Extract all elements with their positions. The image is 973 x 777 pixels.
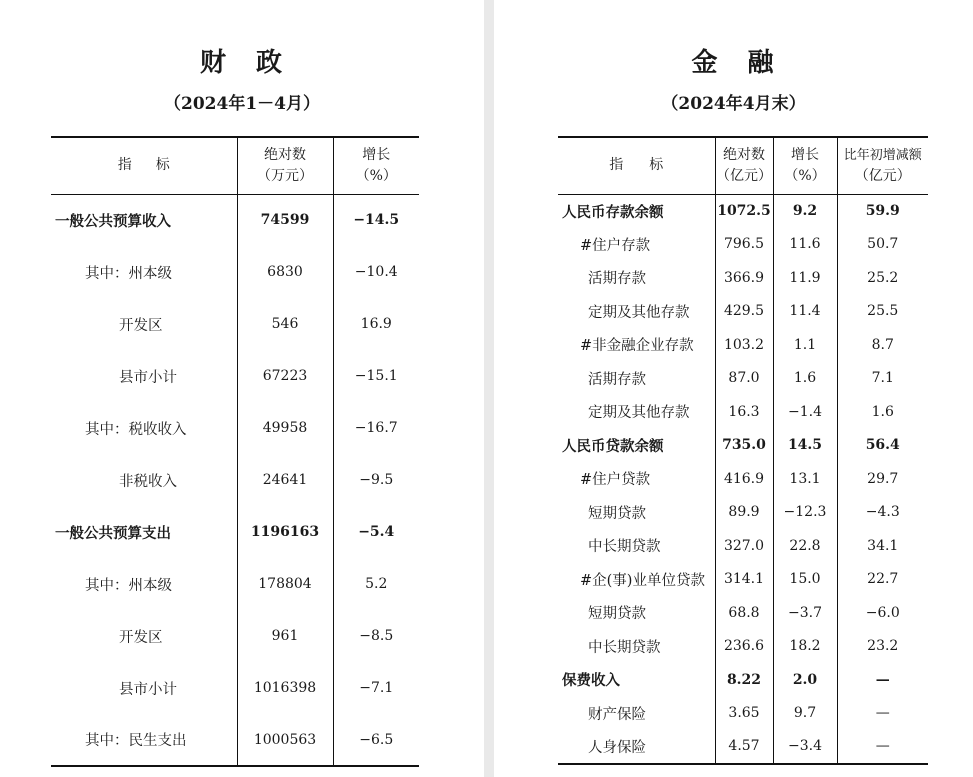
row-change: — — [837, 697, 928, 731]
row-change: 50.7 — [837, 228, 928, 262]
row-label: 短期贷款 — [588, 606, 646, 623]
header-indicator-char-2: 标 — [649, 157, 664, 174]
row-label: 中长期贷款 — [588, 639, 661, 656]
row-value: 327.0 — [715, 529, 773, 563]
finance-page — [494, 0, 973, 777]
row-growth: 1.6 — [773, 362, 837, 396]
row-label: 短期贷款 — [588, 505, 646, 522]
row-change: 29.7 — [837, 462, 928, 496]
row-label: 开发区 — [119, 317, 163, 334]
row-value: 735.0 — [715, 429, 773, 463]
fiscal-title — [0, 42, 484, 79]
row-value: 89.9 — [715, 496, 773, 530]
row-growth: 11.4 — [773, 295, 837, 329]
row-value: 1000563 — [237, 714, 333, 766]
row-growth: −5.4 — [333, 506, 419, 558]
row-change: 7.1 — [837, 362, 928, 396]
row-growth: 22.8 — [773, 529, 837, 563]
header-indicator-char-2: 标 — [155, 157, 170, 174]
table-row — [558, 194, 928, 228]
row-label: 开发区 — [119, 629, 163, 646]
row-value: 87.0 — [715, 362, 773, 396]
row-growth: 15.0 — [773, 563, 837, 597]
row-value: 178804 — [237, 558, 333, 610]
header-growth-line1: 增长 — [362, 146, 391, 163]
row-growth: 2.0 — [773, 663, 837, 697]
table-row — [558, 730, 928, 764]
row-label: 人民币存款余额 — [562, 203, 664, 221]
fiscal-header-indicator — [51, 137, 237, 194]
table-row — [51, 454, 419, 506]
row-change: 23.2 — [837, 630, 928, 664]
row-growth: −1.4 — [773, 395, 837, 429]
row-value: 24641 — [237, 454, 333, 506]
row-change: −4.3 — [837, 496, 928, 530]
row-label: 县市小计 — [119, 681, 177, 698]
row-label: 定期及其他存款 — [588, 304, 690, 321]
table-row — [558, 328, 928, 362]
row-growth: 1.1 — [773, 328, 837, 362]
row-label: 其中：州本级 — [85, 265, 172, 282]
header-growth-line2: （%） — [355, 167, 397, 184]
table-row — [558, 630, 928, 664]
table-row — [558, 663, 928, 697]
table-row — [558, 697, 928, 731]
row-label: 财产保险 — [588, 706, 646, 723]
row-growth: −7.1 — [333, 662, 419, 714]
row-change: −6.0 — [837, 596, 928, 630]
row-change: 34.1 — [837, 529, 928, 563]
row-value: 16.3 — [715, 395, 773, 429]
fiscal-header-absolute — [237, 137, 333, 194]
row-label: 保费收入 — [562, 672, 620, 690]
row-change: 25.2 — [837, 261, 928, 295]
finance-title-char-1: 金 — [691, 48, 720, 78]
row-growth: 13.1 — [773, 462, 837, 496]
row-value: 74599 — [237, 194, 333, 246]
row-change: 56.4 — [837, 429, 928, 463]
row-label: #住户贷款 — [580, 472, 651, 489]
row-value: 416.9 — [715, 462, 773, 496]
fiscal-subtitle: （2024年1－4月） — [164, 94, 320, 114]
fiscal-header-growth — [333, 137, 419, 194]
table-row — [51, 610, 419, 662]
table-row — [558, 596, 928, 630]
row-growth: 11.6 — [773, 228, 837, 262]
table-row — [558, 563, 928, 597]
finance-header-growth — [773, 137, 837, 194]
row-growth: −8.5 — [333, 610, 419, 662]
row-value: 429.5 — [715, 295, 773, 329]
row-label: 活期存款 — [588, 271, 646, 288]
finance-title-char-2: 融 — [747, 48, 776, 78]
row-label: 其中：民生支出 — [51, 714, 237, 766]
row-value: 3.65 — [715, 697, 773, 731]
table-row — [51, 194, 419, 246]
header-change-line2: （亿元） — [854, 167, 911, 184]
table-row — [558, 261, 928, 295]
row-value: 546 — [237, 298, 333, 350]
header-growth-line2: （%） — [784, 167, 826, 184]
header-absolute-line2: （亿元） — [716, 167, 772, 184]
row-label: 中长期贷款 — [588, 539, 661, 556]
fiscal-title-char-1: 财 — [199, 48, 228, 78]
row-value: 8.22 — [715, 663, 773, 697]
table-row — [51, 558, 419, 610]
finance-table — [558, 136, 928, 765]
row-value: 236.6 — [715, 630, 773, 664]
table-row — [558, 295, 928, 329]
header-absolute-line1: 绝对数 — [723, 146, 765, 163]
finance-header-change — [837, 137, 928, 194]
fiscal-page — [0, 0, 484, 777]
table-row — [51, 506, 419, 558]
table-row — [51, 662, 419, 714]
row-growth: −9.5 — [333, 454, 419, 506]
table-row — [51, 714, 419, 766]
finance-subtitle: （2024年4月末） — [661, 94, 806, 114]
row-change: 22.7 — [837, 563, 928, 597]
row-change: 25.5 — [837, 295, 928, 329]
finance-header-indicator — [558, 137, 715, 194]
fiscal-title-char-2: 政 — [256, 48, 285, 78]
row-label: #住户存款 — [580, 237, 651, 254]
row-value: 1072.5 — [715, 194, 773, 228]
row-growth: −6.5 — [333, 714, 419, 766]
row-label: 非税收入 — [119, 473, 177, 490]
row-value: 6830 — [237, 246, 333, 298]
row-growth: −16.7 — [333, 402, 419, 454]
row-change: 59.9 — [837, 194, 928, 228]
row-growth: 11.9 — [773, 261, 837, 295]
header-indicator-char-1: 指 — [609, 157, 624, 174]
row-label: 其中：税收收入 — [85, 421, 187, 438]
row-growth: 9.2 — [773, 194, 837, 228]
row-label: #非金融企业存款 — [580, 338, 694, 355]
table-row — [558, 496, 928, 530]
row-label: 人身保险 — [558, 730, 715, 764]
row-value: 1196163 — [237, 506, 333, 558]
row-value: 314.1 — [715, 563, 773, 597]
row-label: 人民币贷款余额 — [562, 437, 664, 455]
row-growth: 16.9 — [333, 298, 419, 350]
row-change: 1.6 — [837, 395, 928, 429]
header-indicator-char-1: 指 — [117, 157, 132, 174]
row-value: 49958 — [237, 402, 333, 454]
header-absolute-line2: （万元） — [257, 167, 313, 184]
row-growth: 18.2 — [773, 630, 837, 664]
row-growth: 9.7 — [773, 697, 837, 731]
row-value: 4.57 — [715, 730, 773, 764]
table-row — [51, 350, 419, 402]
row-label: #企(事)业单位贷款 — [580, 572, 705, 589]
row-growth: −10.4 — [333, 246, 419, 298]
header-change-line1: 比年初增减额 — [843, 147, 922, 163]
row-label: 其中：州本级 — [85, 577, 172, 594]
finance-title — [494, 42, 973, 79]
row-change: — — [837, 663, 928, 697]
finance-header-absolute — [715, 137, 773, 194]
row-label: 一般公共预算收入 — [55, 212, 171, 230]
table-row — [558, 429, 928, 463]
row-label: 一般公共预算支出 — [55, 524, 171, 542]
row-growth: −3.7 — [773, 596, 837, 630]
row-change: — — [837, 730, 928, 764]
fiscal-table — [51, 136, 419, 767]
header-absolute-line1: 绝对数 — [264, 146, 306, 163]
row-growth: −14.5 — [333, 194, 419, 246]
row-value: 366.9 — [715, 261, 773, 295]
table-row — [558, 362, 928, 396]
row-growth: −3.4 — [773, 730, 837, 764]
row-value: 961 — [237, 610, 333, 662]
table-row — [51, 246, 419, 298]
row-value: 67223 — [237, 350, 333, 402]
row-value: 796.5 — [715, 228, 773, 262]
row-change: 8.7 — [837, 328, 928, 362]
table-row — [558, 395, 928, 429]
row-growth: −15.1 — [333, 350, 419, 402]
row-label: 活期存款 — [588, 371, 646, 388]
row-label: 定期及其他存款 — [588, 405, 690, 422]
table-row — [51, 402, 419, 454]
table-row — [51, 298, 419, 350]
row-growth: −12.3 — [773, 496, 837, 530]
row-growth: 5.2 — [333, 558, 419, 610]
table-row — [558, 529, 928, 563]
row-growth: 14.5 — [773, 429, 837, 463]
table-row — [558, 228, 928, 262]
header-growth-line1: 增长 — [791, 146, 819, 163]
row-value: 1016398 — [237, 662, 333, 714]
row-value: 68.8 — [715, 596, 773, 630]
row-value: 103.2 — [715, 328, 773, 362]
row-label: 县市小计 — [119, 369, 177, 386]
table-row — [558, 462, 928, 496]
